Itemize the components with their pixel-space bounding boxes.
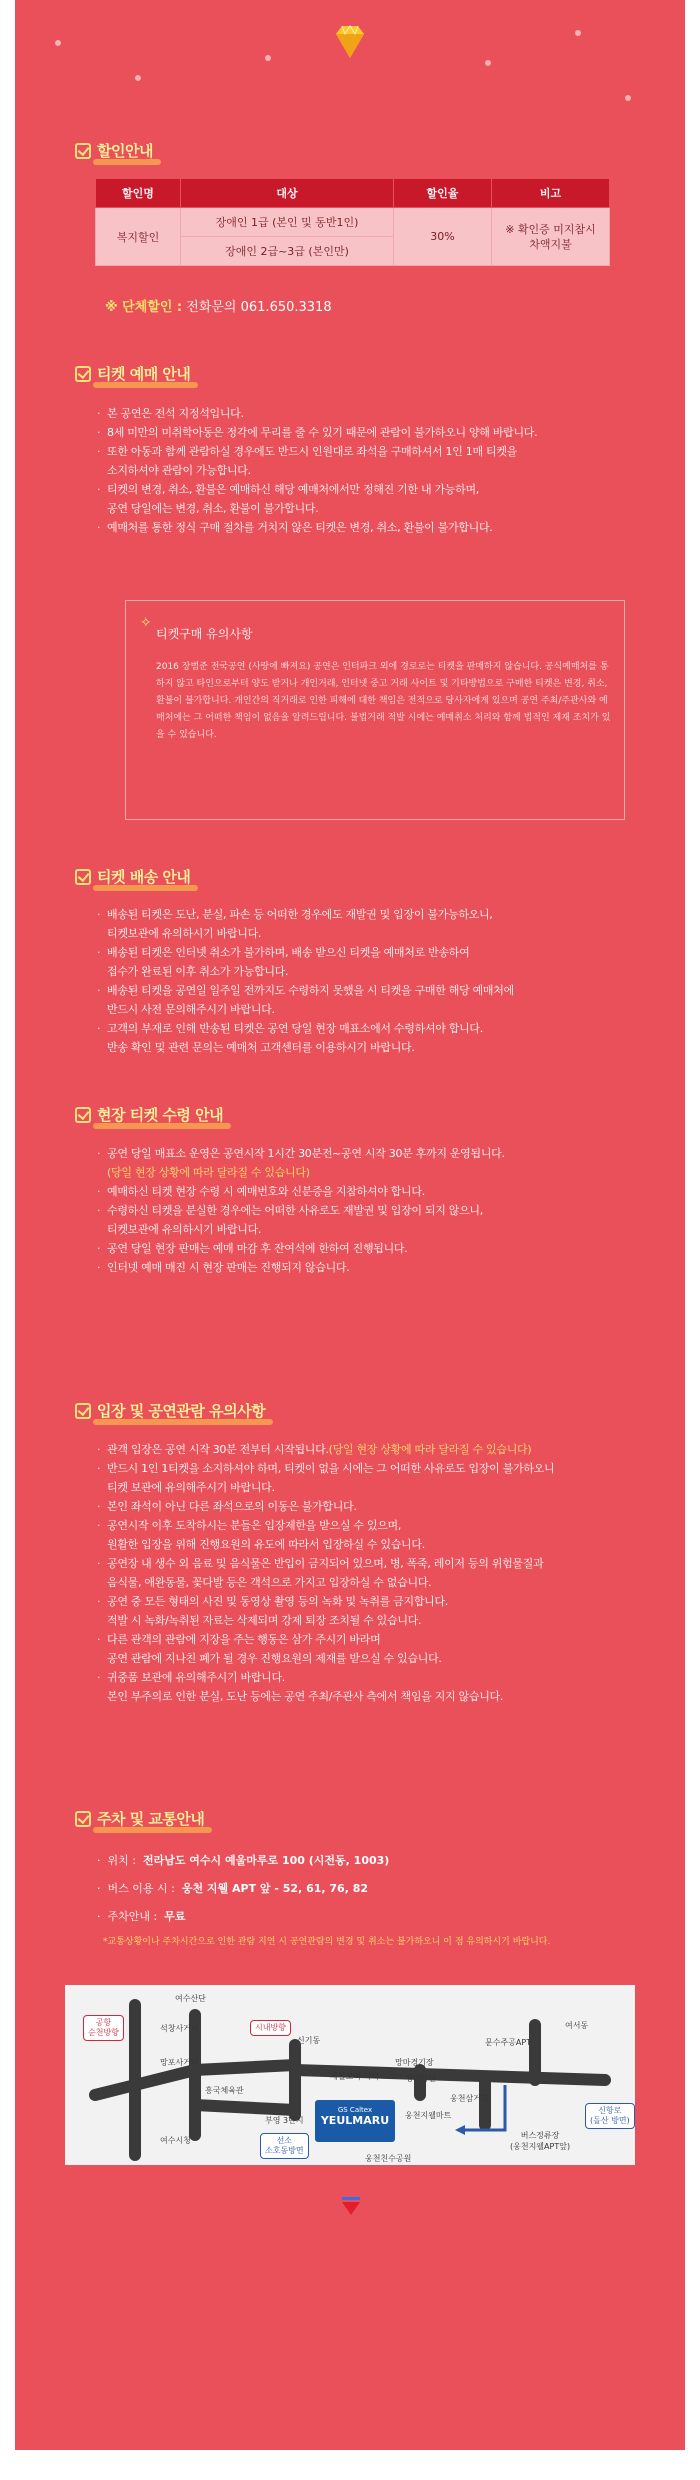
map-label: 석창사거리 xyxy=(160,2024,199,2033)
map-label: 망포사거리 xyxy=(160,2058,199,2067)
sparkle-decoration xyxy=(485,60,491,66)
map-direction-box: 선소 소호동방면 xyxy=(260,2133,309,2159)
list-item: · 예매하신 티켓 현장 수령 시 예매번호와 신분증을 지참하셔야 합니다. xyxy=(95,1182,635,1201)
list-item: · 관객 입장은 공연 시작 30분 전부터 시작됩니다.(당일 현장 상황에 따라 달라질 수 있습니다) xyxy=(95,1440,635,1459)
table-header: 대상 xyxy=(181,179,394,208)
map-label: 흥국체육관 xyxy=(205,2086,244,2095)
discount-rate-cell: 30% xyxy=(394,208,492,266)
event-info-page xyxy=(15,0,685,2450)
table-row xyxy=(96,208,610,237)
list-item: · 배송된 티켓은 인터넷 취소가 불가하며, 배송 받으신 티켓을 예매처로 반송하여 접수가 완료된 이후 취소가 가능합니다. xyxy=(95,943,635,981)
map-direction-box: 공항 순천방향 xyxy=(83,2015,124,2041)
table-header-row xyxy=(96,179,610,208)
discount-name-cell: 복지할인 xyxy=(96,208,181,266)
sparkle-decoration xyxy=(575,30,581,36)
down-arrow-icon xyxy=(340,2195,362,2217)
table-header: 할인율 xyxy=(394,179,492,208)
map-label: 부영 3단지 xyxy=(265,2116,304,2125)
ticket-delivery-list xyxy=(95,905,635,1057)
map-label: 여서동 xyxy=(565,2021,589,2030)
map-label: 웅천지웰마트 xyxy=(405,2111,452,2120)
list-item: · 다른 관객의 관람에 지장을 주는 행동은 삼가 주시기 바라며 공연 관람에 지나친 폐가 될 경우 진행요원의 제재를 받으실 수 있습니다. xyxy=(95,1630,635,1668)
map-label: 제일모직 사택 xyxy=(330,2072,379,2081)
map-label: 버스정류장 (웅천지웰APT앞) xyxy=(510,2131,571,2151)
admission-list xyxy=(95,1440,635,1706)
group-discount-note: ※ 단체할인 : 전화문의 061.650.3318 xyxy=(105,300,332,315)
list-item: · 공연장 내 생수 외 음료 및 음식물은 반입이 금지되어 있으며, 병, 폭죽, 레이저 등의 위험물질과 음식물, 애완동물, 꽃다발 등은 객석으로 가지고 입장하실 수 없습니다. xyxy=(95,1554,635,1592)
discount-remark-cell: ※ 확인증 미지참시 차액지불 xyxy=(492,208,610,266)
map-direction-box: 신항로 (돌산 방면) xyxy=(585,2103,635,2129)
yeulmaru-logo: GS Caltex YEULMARU xyxy=(315,2100,395,2142)
warning-body: 2016 장범준 전국공연 (사랑에 빠져요) 공연은 인터파크 외에 경로로는 티켓을 판매하지 않습니다. 공식예매처를 통하지 않고 타인으로부터 양도 받거나 개인거래, 인터넷 중고 거래 사이트 및 기타방법으로 구매한 티켓은 변경, 취소, 환불이 불가합니다. 개인간의 직거래로 인한 피해에 대한 책임은 전적으로 당사자에게 있으며 공연 주최/주관사와 예매처에는 그 어떠한 책임이 없음을 알려드립니다. 불법거래 적발 시에는 예매취소 처리와 함께 법적인 제재 조치가 있을 수 있습니다. xyxy=(156,662,611,740)
list-item: · 예매처를 통한 정식 구매 절차를 거치지 않은 티켓은 변경, 취소, 환불이 불가합니다. xyxy=(95,518,635,537)
list-item: · 공연 당일 현장 판매는 예매 마감 후 잔여석에 한하여 진행됩니다. xyxy=(95,1239,635,1258)
section-title-delivery: 티켓 배송 안내 xyxy=(75,866,190,887)
section-title-admission: 입장 및 공연관람 유의사항 xyxy=(75,1400,265,1421)
traffic-notice: *교통상황이나 주차시간으로 인한 관람 지연 시 공연관람의 변경 및 취소는 불가하오니 이 점 유의하시기 바랍니다. xyxy=(103,1937,551,1947)
ticket-warning-box xyxy=(125,600,625,820)
map-label: 웅천삼거리 xyxy=(450,2094,489,2103)
map-label: 생태터널 xyxy=(405,2074,436,2083)
table-header: 비고 xyxy=(492,179,610,208)
checkbox-icon xyxy=(75,1811,91,1827)
discount-target-cell: 장애인 2급~3급 (본인만) xyxy=(181,237,394,266)
map-label: 신기동 xyxy=(297,2036,321,2045)
location-row: · 위치 : 전라남도 여수시 예울마루로 100 (시전동, 1003) xyxy=(97,1854,390,1867)
section-title-onsite: 현장 티켓 수령 안내 xyxy=(75,1104,223,1125)
onsite-list xyxy=(95,1144,635,1277)
list-item: · 공연시작 이후 도착하시는 분들은 입장제한을 받으실 수 있으며, 원활한 입장을 위해 진행요원의 유도에 따라서 입장하실 수 있습니다. xyxy=(95,1516,635,1554)
map-label: 여수산단 xyxy=(175,1994,206,2003)
map-label: 망마경기장 xyxy=(395,2058,434,2067)
sparkle-icon: ✧ xyxy=(140,615,152,631)
table-header: 할인명 xyxy=(96,179,181,208)
list-item: · 공연 당일 매표소 운영은 공연시작 1시간 30분전~공연 시작 30분 후까지 운영됩니다. (당일 현장 상황에 따라 달라질 수 있습니다) xyxy=(95,1144,635,1182)
list-item: · 본 공연은 전석 지정석입니다. xyxy=(95,404,635,423)
location-map xyxy=(65,1985,635,2165)
list-item: · 반드시 1인 1티켓을 소지하셔야 하며, 티켓이 없을 시에는 그 어떠한 사유로도 입장이 불가하오니 티켓 보관에 유의해주시기 바랍니다. xyxy=(95,1459,635,1497)
ticket-reserve-list xyxy=(95,404,635,537)
warning-title: 티켓구매 유의사항 xyxy=(156,627,253,641)
sparkle-decoration xyxy=(135,75,141,81)
list-item: · 배송된 티켓은 도난, 분실, 파손 등 어떠한 경우에도 재발권 및 입장이 불가능하오니, 티켓보관에 유의하시기 바랍니다. xyxy=(95,905,635,943)
list-item: · 귀중품 보관에 유의해주시기 바랍니다. 본인 부주의로 인한 분실, 도난 등에는 공연 주최/주관사 측에서 책임을 지지 않습니다. xyxy=(95,1668,635,1706)
checkbox-icon xyxy=(75,869,91,885)
map-label: 웅천친수공원 xyxy=(365,2154,412,2163)
sparkle-decoration xyxy=(55,40,61,46)
checkbox-icon xyxy=(75,1107,91,1123)
list-item: · 본인 좌석이 아닌 다른 좌석으로의 이동은 불가합니다. xyxy=(95,1497,635,1516)
parking-row: · 주차안내 : 무료 xyxy=(97,1910,186,1923)
sparkle-decoration xyxy=(625,95,631,101)
section-title-ticket-reserve: 티켓 예매 안내 xyxy=(75,363,190,384)
section-title-discount: 할인안내 xyxy=(75,140,153,161)
list-item: · 8세 미만의 미취학아동은 정각에 무리를 줄 수 있기 때문에 관람이 불가하오니 양해 바랍니다. xyxy=(95,423,635,442)
list-item: · 고객의 부재로 인해 반송된 티켓은 공연 당일 현장 매표소에서 수령하셔야 합니다. 반송 확인 및 관련 문의는 예매처 고객센터를 이용하시기 바랍니다. xyxy=(95,1019,635,1057)
map-label: 문수주공APT xyxy=(485,2038,532,2047)
list-item: · 공연 중 모든 형태의 사진 및 동영상 촬영 등의 녹화 및 녹취를 금지합니다. 적발 시 녹화/녹취된 자료는 삭제되며 강제 퇴장 조치될 수 있습니다. xyxy=(95,1592,635,1630)
checkbox-icon xyxy=(75,143,91,159)
section-title-parking: 주차 및 교통안내 xyxy=(75,1808,204,1829)
diamond-icon xyxy=(330,22,370,62)
list-item: · 인터넷 예매 매진 시 현장 판매는 진행되지 않습니다. xyxy=(95,1258,635,1277)
discount-target-cell: 장애인 1급 (본인 및 동반1인) xyxy=(181,208,394,237)
list-item: · 배송된 티켓을 공연일 일주일 전까지도 수령하지 못했을 시 티켓을 구매한 해당 예매처에 반드시 사전 문의해주시기 바랍니다. xyxy=(95,981,635,1019)
bus-row: · 버스 이용 시 : 웅천 지웰 APT 앞 - 52, 61, 76, 82 xyxy=(97,1882,369,1895)
list-item: · 티켓의 변경, 취소, 환불은 예매하신 해당 예매처에서만 정해진 기한 내 가능하며, 공연 당일에는 변경, 취소, 환불이 불가합니다. xyxy=(95,480,635,518)
map-label: 여수시청 xyxy=(160,2136,191,2145)
checkbox-icon xyxy=(75,1403,91,1419)
list-item: · 또한 아동과 함께 관람하실 경우에도 반드시 인원대로 좌석을 구매하셔서 1인 1매 티켓을 소지하셔야 관람이 가능합니다. xyxy=(95,442,635,480)
map-direction-box: 시내방향 xyxy=(250,2020,291,2036)
checkbox-icon xyxy=(75,366,91,382)
list-item: · 수령하신 티켓을 분실한 경우에는 어떠한 사유로도 재발권 및 입장이 되지 않으니, 티켓보관에 유의하시기 바랍니다. xyxy=(95,1201,635,1239)
sparkle-decoration xyxy=(265,55,271,61)
discount-table xyxy=(95,178,610,266)
